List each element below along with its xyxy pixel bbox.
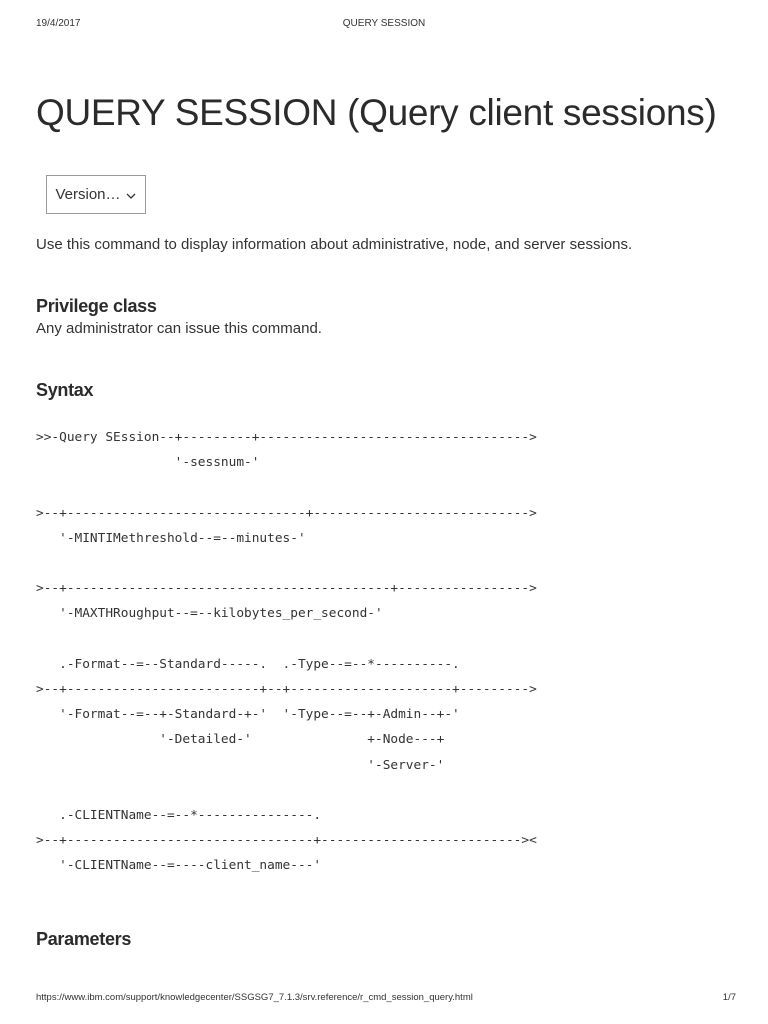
privilege-class-heading: Privilege class [36, 296, 157, 316]
intro-text: Use this command to display information about administrative, node, and server sessions. [36, 236, 633, 253]
footer-url: https://www.ibm.com/support/knowledgecenter/SSGSG7_7.1.3/srv.reference/r_cmd_session_query.html [36, 992, 473, 1003]
page-title: QUERY SESSION (Query client sessions) [36, 92, 717, 133]
print-header-title: QUERY SESSION [342, 18, 426, 29]
print-date: 19/4/2017 [36, 18, 81, 29]
privilege-class-text: Any administrator can issue this command. [36, 320, 322, 337]
footer-page-number: 1/7 [722, 992, 736, 1003]
syntax-heading: Syntax [36, 380, 94, 400]
chevron-down-icon [125, 189, 137, 201]
version-button-label: Version… [55, 186, 121, 203]
version-dropdown-button[interactable] [46, 175, 146, 214]
parameters-heading: Parameters [36, 929, 132, 949]
syntax-diagram: >>-Query SEssion--+---------+-----------------------------------> '-sessnum-' >--+-------------------------------+----------------------------> '-MINTIMethreshold--=--minutes-' >--+------------------------------------------+-----------------> '-MAXTHRoughput--=--kilobytes_per_second-' .-Format--=--Standard-----. .-Type--=--*----------. >--+-------------------------+--+---------------------+---------> '-Format--=--+-Standard-+-' '-Type--=--+-Admin--+-' '-Detailed-' +-Node---+ '-Server-' .-CLIENTName--=--*---------------. >--+--------------------------------+-------------------------->< '-CLIENTName--=----client_name---' [36, 430, 537, 874]
